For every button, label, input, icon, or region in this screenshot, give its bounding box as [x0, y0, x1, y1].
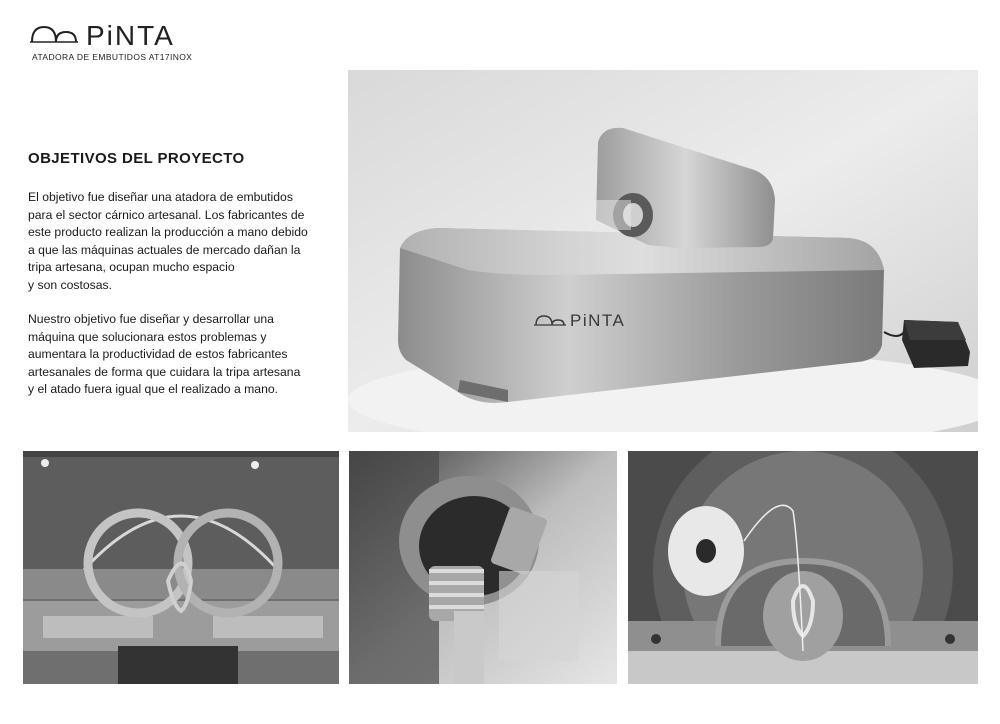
brand-name: PiNTA [86, 20, 175, 51]
paragraph-2: Nuestro objetivo fue diseñar y desarrollar una máquina que solucionara estos problemas y aumentara la productividad de estos fabricantes artesanales de forma que cuidara la tripa artesana y el atado fuera igual que el realizado a mano. [28, 312, 301, 397]
paragraph-1: El objetivo fue diseñar una atadora de embutidos para el sector cárnico artesanal. Los fabricantes de este producto realizan la producción a mano debido a que las máquinas actuales de mercado dañan la tripa artesana, ocupan mucho espacio y son costosas. [28, 190, 308, 292]
machine-brand-label: PiNTA [570, 311, 626, 330]
brand-tagline: ATADORA DE EMBUTIDOS AT17INOX [32, 52, 193, 62]
gear-mechanism-photo [349, 451, 617, 684]
machine-photo [348, 70, 978, 432]
arch-wave-logo-icon [30, 24, 78, 46]
tying-rings-photo [23, 451, 339, 684]
brand-logo [30, 20, 230, 64]
section-title: OBJETIVOS DEL PROYECTO [28, 150, 245, 167]
twine-spool-photo [628, 451, 978, 684]
